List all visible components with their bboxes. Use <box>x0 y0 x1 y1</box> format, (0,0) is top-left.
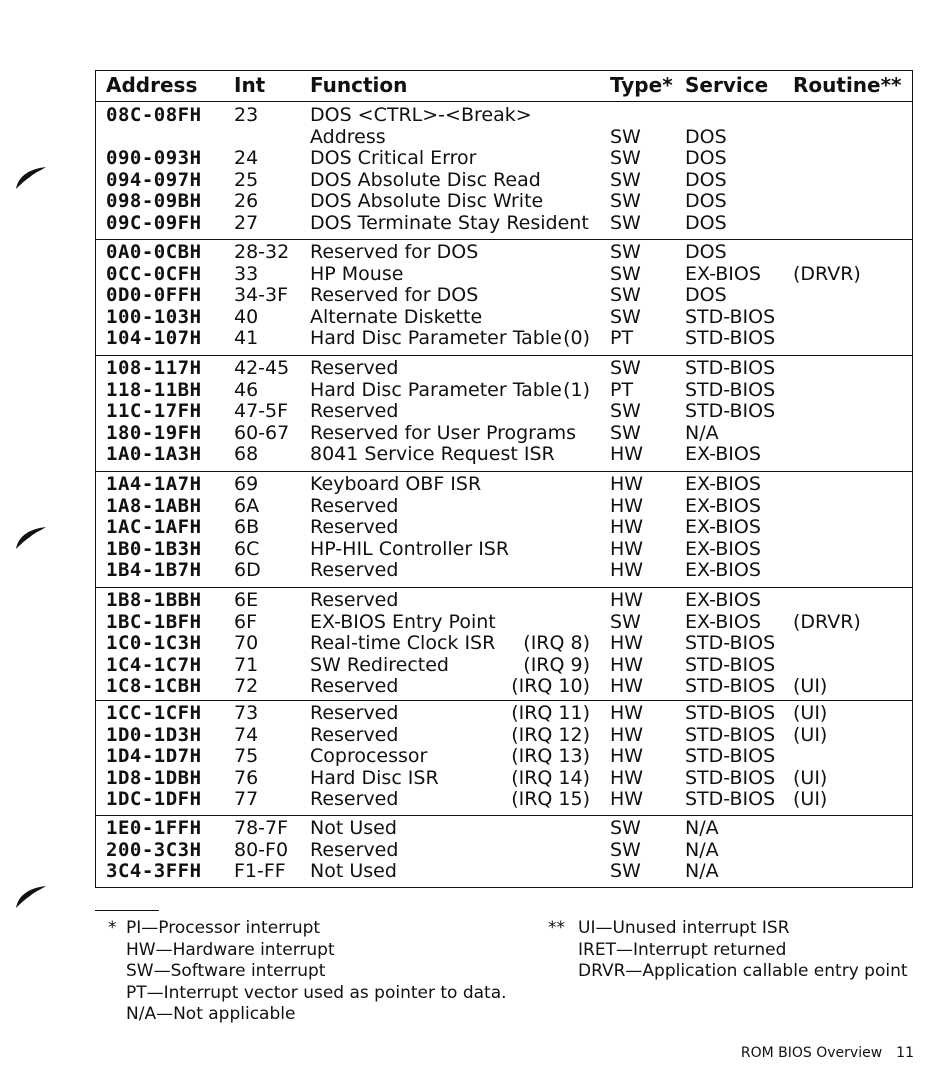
footnotes <box>0 910 950 1030</box>
cell-int: 47-5F <box>234 400 289 422</box>
cell-type: PT <box>610 378 634 401</box>
cell-address: 1BC-1BFH <box>106 610 202 633</box>
row-group <box>96 102 912 240</box>
cell-type: HW <box>610 675 644 697</box>
cell-service: DOS <box>685 190 727 212</box>
cell-int: 46 <box>234 378 259 401</box>
cell-int: 78-7F <box>234 817 289 839</box>
cell-type: HW <box>610 516 644 538</box>
cell-function: DOS Critical Error <box>310 147 477 169</box>
cell-int: 6F <box>234 610 258 633</box>
footnote-marker-double: ** <box>548 918 565 938</box>
cell-int: 34-3F <box>234 284 289 306</box>
cell-function: Reserved <box>310 788 399 810</box>
cell-int: 70 <box>234 632 259 654</box>
cell-int: 71 <box>234 653 259 676</box>
table-header <box>96 71 912 102</box>
cell-service: DOS <box>685 284 727 306</box>
cell-service: STD-BIOS <box>685 653 776 676</box>
cell-service: STD-BIOS <box>685 745 776 767</box>
cell-int: 6E <box>234 589 259 611</box>
cell-service: EX-BIOS <box>685 559 761 581</box>
cell-service: STD-BIOS <box>685 327 776 349</box>
cell-function: DOS Terminate Stay Resident <box>310 211 589 234</box>
cell-type: SW <box>610 241 641 263</box>
cell-service: STD-BIOS <box>685 702 776 724</box>
cell-service: N/A <box>685 817 719 839</box>
cell-int: 60-67 <box>234 421 290 444</box>
cell-function: Reserved <box>310 723 399 746</box>
cell-address: 1A0-1A3H <box>106 443 202 465</box>
cell-function: HP Mouse <box>310 262 404 285</box>
table-row <box>96 285 912 307</box>
header-function: Function <box>310 73 408 97</box>
cell-service: EX-BIOS <box>685 262 761 285</box>
cell-int: 73 <box>234 702 259 724</box>
table-row <box>96 655 912 677</box>
cell-type: SW <box>610 147 641 169</box>
cell-service: N/A <box>685 421 719 444</box>
table-row <box>96 423 912 445</box>
cell-service: DOS <box>685 168 727 191</box>
cell-routine: (UI) <box>793 702 828 724</box>
cell-type: SW <box>610 305 641 328</box>
cell-function: Reserved <box>310 589 399 611</box>
cell-address: 1E0-1FFH <box>106 817 202 839</box>
cell-function: Reserved <box>310 559 399 581</box>
cell-address: 118-11BH <box>106 378 202 401</box>
table-row <box>96 861 912 883</box>
cell-type: SW <box>610 400 641 422</box>
cell-function: Hard Disc ISR <box>310 766 439 789</box>
table-row <box>96 380 912 402</box>
page-number: 11 <box>896 1045 914 1061</box>
cell-service: EX-BIOS <box>685 537 761 560</box>
cell-address: 1CC-1CFH <box>106 702 202 724</box>
cell-type: HW <box>610 473 644 495</box>
running-title: ROM BIOS Overview <box>740 1045 883 1061</box>
cell-int: F1-FF <box>234 860 286 882</box>
page-footer <box>741 1045 914 1061</box>
cell-irq: (IRQ 13) <box>511 745 590 767</box>
cell-int: 68 <box>234 443 259 465</box>
cell-address: 108-117H <box>106 357 202 379</box>
cell-int: 76 <box>234 766 259 789</box>
cell-irq: (IRQ 10) <box>511 675 590 697</box>
cell-type: HW <box>610 494 644 517</box>
footnote-line: IRET—Interrupt returned <box>578 939 787 960</box>
cell-int: 25 <box>234 168 259 191</box>
cell-address: 1A8-1ABH <box>106 494 202 517</box>
cell-service: STD-BIOS <box>685 675 776 697</box>
header-routine: Routine** <box>793 73 902 97</box>
cell-type: HW <box>610 788 644 810</box>
cell-service: EX-BIOS <box>685 610 761 633</box>
table-row <box>96 789 912 811</box>
cell-type: SW <box>610 838 641 861</box>
cell-type: SW <box>610 817 641 839</box>
row-group <box>96 700 912 816</box>
cell-type: SW <box>610 357 641 379</box>
row-group <box>96 355 912 472</box>
cell-function: Real-time Clock ISR <box>310 632 496 654</box>
footnote-line: PI—Processor interrupt <box>126 918 321 938</box>
cell-function: Alternate Diskette <box>310 305 483 328</box>
cell-address: 11C-17FH <box>106 400 202 422</box>
cell-address: 1D8-1DBH <box>106 766 202 789</box>
cell-service: STD-BIOS <box>685 788 776 810</box>
table-row <box>96 213 912 235</box>
cell-int: 6C <box>234 537 260 560</box>
cell-address: 1C4-1C7H <box>106 653 202 676</box>
cell-type: HW <box>610 723 644 746</box>
cell-irq: (IRQ 15) <box>511 788 590 810</box>
table-row <box>96 768 912 790</box>
cell-address: 09C-09FH <box>106 211 202 234</box>
cell-address: 094-097H <box>106 168 202 191</box>
table-row <box>96 676 912 698</box>
cell-function: Address <box>310 125 386 148</box>
footnote-marker-single: * <box>108 918 117 938</box>
cell-address: 180-19FH <box>106 421 202 444</box>
cell-irq: (IRQ 11) <box>511 702 590 724</box>
cell-service: STD-BIOS <box>685 400 776 422</box>
cell-int: 26 <box>234 190 259 212</box>
footnote-line: SW—Software interrupt <box>126 961 326 981</box>
footnote-line: HW—Hardware interrupt <box>126 939 335 960</box>
cell-service: DOS <box>685 241 727 263</box>
row-group <box>96 239 912 356</box>
cell-type: HW <box>610 537 644 560</box>
table-row <box>96 539 912 561</box>
table-row <box>96 725 912 747</box>
interrupt-vector-table <box>95 70 913 888</box>
cell-function: Reserved <box>310 357 399 379</box>
footnote-line: UI—Unused interrupt ISR <box>578 918 790 938</box>
margin-ink-mark <box>14 525 48 551</box>
cell-function: Keyboard OBF ISR <box>310 473 482 495</box>
row-group <box>96 471 912 588</box>
cell-service: STD-BIOS <box>685 305 776 328</box>
cell-address: 090-093H <box>106 147 202 169</box>
cell-type: PT <box>610 327 634 349</box>
cell-address: 0A0-0CBH <box>106 241 202 263</box>
table-row <box>96 105 912 127</box>
cell-function: SW Redirected <box>310 653 449 676</box>
cell-int: 40 <box>234 305 259 328</box>
header-int: Int <box>234 73 266 97</box>
table-row <box>96 517 912 539</box>
table-row <box>96 746 912 768</box>
header-type: Type* <box>610 73 673 97</box>
cell-type: HW <box>610 766 644 789</box>
cell-function: 8041 Service Request ISR <box>310 443 555 465</box>
cell-routine: (DRVR) <box>793 610 861 633</box>
cell-service: STD-BIOS <box>685 357 776 379</box>
cell-function: Reserved <box>310 494 399 517</box>
cell-function: DOS Absolute Disc Read <box>310 168 541 191</box>
table-row <box>96 242 912 264</box>
cell-int: 69 <box>234 473 259 495</box>
cell-address: 1B4-1B7H <box>106 559 202 581</box>
cell-address: 1AC-1AFH <box>106 516 202 538</box>
cell-type: HW <box>610 745 644 767</box>
table-row <box>96 148 912 170</box>
cell-routine: (UI) <box>793 675 828 697</box>
cell-address: 1B0-1B3H <box>106 537 202 560</box>
cell-service: DOS <box>685 125 727 148</box>
table-row <box>96 590 912 612</box>
cell-address: 100-103H <box>106 305 202 328</box>
cell-irq: (IRQ 9) <box>523 653 590 676</box>
table-row <box>96 444 912 466</box>
margin-ink-mark <box>14 165 48 191</box>
cell-function: DOS <CTRL>-<Break> <box>310 104 532 126</box>
table-row <box>96 127 912 149</box>
cell-type: HW <box>610 559 644 581</box>
cell-service: STD-BIOS <box>685 723 776 746</box>
cell-function: Reserved for User Programs <box>310 421 577 444</box>
cell-function: Hard Disc Parameter Table <box>310 327 562 349</box>
cell-address: 1DC-1DFH <box>106 788 202 810</box>
cell-function: Not Used <box>310 860 397 882</box>
table-row <box>96 328 912 350</box>
row-group <box>96 587 912 701</box>
cell-address: 1D4-1D7H <box>106 745 202 767</box>
cell-irq: (IRQ 8) <box>523 632 590 654</box>
cell-type: SW <box>610 211 641 234</box>
cell-function: Reserved <box>310 838 399 861</box>
cell-service: N/A <box>685 838 719 861</box>
cell-int: 6D <box>234 559 261 581</box>
cell-routine: (UI) <box>793 788 828 810</box>
table-row <box>96 633 912 655</box>
table-row <box>96 191 912 213</box>
cell-service: EX-BIOS <box>685 443 761 465</box>
cell-int: 33 <box>234 262 259 285</box>
cell-type: SW <box>610 421 641 444</box>
table-row <box>96 264 912 286</box>
cell-address: 200-3C3H <box>106 838 202 861</box>
cell-routine: (UI) <box>793 766 828 789</box>
table-row <box>96 307 912 329</box>
cell-type: HW <box>610 443 644 465</box>
cell-int: 24 <box>234 147 259 169</box>
cell-int: 74 <box>234 723 259 746</box>
footnote-rule <box>95 910 159 911</box>
cell-function: Not Used <box>310 817 397 839</box>
table-row <box>96 358 912 380</box>
cell-int: 72 <box>234 675 259 697</box>
cell-function: Reserved <box>310 516 399 538</box>
cell-address: 1A4-1A7H <box>106 473 202 495</box>
cell-service: DOS <box>685 211 727 234</box>
cell-function: Reserved <box>310 702 399 724</box>
cell-function: Reserved <box>310 675 399 697</box>
margin-ink-mark <box>14 884 48 910</box>
cell-type: HW <box>610 589 644 611</box>
table-row <box>96 840 912 862</box>
cell-type: SW <box>610 168 641 191</box>
table-row <box>96 474 912 496</box>
cell-service: EX-BIOS <box>685 473 761 495</box>
table-row <box>96 401 912 423</box>
cell-address: 098-09BH <box>106 190 202 212</box>
cell-int: 77 <box>234 788 259 810</box>
cell-type: HW <box>610 702 644 724</box>
header-address: Address <box>106 73 198 97</box>
cell-int: 28-32 <box>234 241 290 263</box>
cell-function: Reserved <box>310 400 399 422</box>
header-service: Service <box>685 73 769 97</box>
cell-type: SW <box>610 284 641 306</box>
cell-function: EX-BIOS Entry Point <box>310 610 496 633</box>
cell-address: 08C-08FH <box>106 104 202 126</box>
table-row <box>96 703 912 725</box>
cell-function: Reserved for DOS <box>310 241 479 263</box>
cell-service: EX-BIOS <box>685 589 761 611</box>
cell-service: STD-BIOS <box>685 632 776 654</box>
cell-int: 6A <box>234 494 260 517</box>
footnote-line: PT—Interrupt vector used as pointer to data. <box>126 982 507 1003</box>
cell-function: DOS Absolute Disc Write <box>310 190 544 212</box>
cell-irq: (IRQ 12) <box>511 723 590 746</box>
cell-address: 1C0-1C3H <box>106 632 202 654</box>
footnote-line: DRVR—Application callable entry point <box>578 961 908 981</box>
cell-function: Hard Disc Parameter Table <box>310 378 562 401</box>
table-row <box>96 170 912 192</box>
cell-service: STD-BIOS <box>685 766 776 789</box>
cell-int: 23 <box>234 104 259 126</box>
cell-type: SW <box>610 860 641 882</box>
table-row <box>96 496 912 518</box>
cell-type: SW <box>610 610 641 633</box>
cell-irq: (0) <box>563 327 590 349</box>
cell-address: 0D0-0FFH <box>106 284 202 306</box>
cell-address: 1C8-1CBH <box>106 675 202 697</box>
cell-address: 104-107H <box>106 327 202 349</box>
cell-routine: (UI) <box>793 723 828 746</box>
cell-function: Reserved for DOS <box>310 284 479 306</box>
cell-type: SW <box>610 125 641 148</box>
cell-address: 0CC-0CFH <box>106 262 202 285</box>
cell-address: 1B8-1BBH <box>106 589 202 611</box>
cell-int: 80-F0 <box>234 838 289 861</box>
cell-service: STD-BIOS <box>685 378 776 401</box>
cell-type: HW <box>610 632 644 654</box>
cell-type: SW <box>610 190 641 212</box>
cell-function: Coprocessor <box>310 745 428 767</box>
cell-service: N/A <box>685 860 719 882</box>
cell-address: 3C4-3FFH <box>106 860 202 882</box>
cell-irq: (IRQ 14) <box>511 766 590 789</box>
cell-routine: (DRVR) <box>793 262 861 285</box>
cell-type: SW <box>610 262 641 285</box>
footnote-line: N/A—Not applicable <box>126 1004 296 1024</box>
table-row <box>96 818 912 840</box>
row-group <box>96 815 912 885</box>
table-row <box>96 612 912 634</box>
cell-int: 41 <box>234 327 259 349</box>
cell-type: HW <box>610 653 644 676</box>
cell-service: EX-BIOS <box>685 516 761 538</box>
cell-service: DOS <box>685 147 727 169</box>
cell-service: EX-BIOS <box>685 494 761 517</box>
cell-int: 6B <box>234 516 260 538</box>
cell-int: 42-45 <box>234 357 290 379</box>
cell-address: 1D0-1D3H <box>106 723 202 746</box>
cell-int: 27 <box>234 211 259 234</box>
cell-function: HP-HIL Controller ISR <box>310 537 510 560</box>
table-row <box>96 560 912 582</box>
cell-int: 75 <box>234 745 259 767</box>
cell-irq: (1) <box>563 378 590 401</box>
